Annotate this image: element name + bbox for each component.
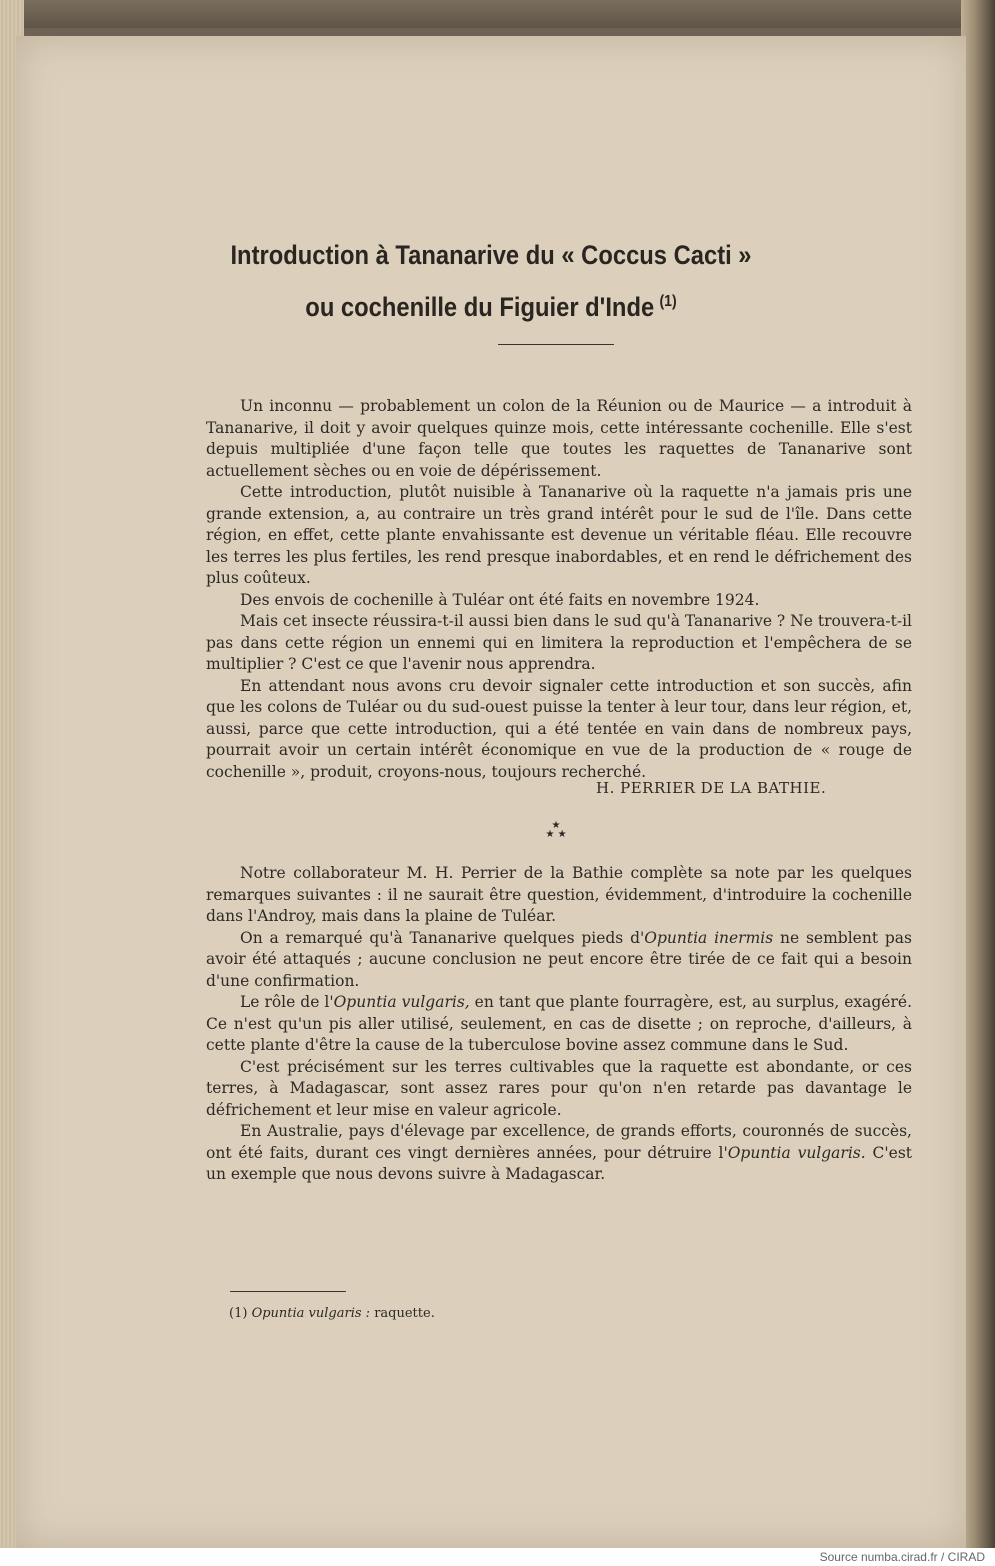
paragraph-2: Cette introduction, plutôt nuisible à Tananarive où la raquette n'a jamais pris une grande extension, a, au contraire un très grand intérêt pour le sud de l'île. Dans cette région, en effet, cette plante envahissante est devenue un véritable fléau. Elle recouvre les terres les plus fertiles, les rend presque inabordables, et en rend le défrichement des plus coûteux.	[206, 483, 912, 587]
article-part-2	[206, 863, 912, 1186]
paragraph-10	[206, 1121, 912, 1186]
paragraph-3: Des envois de cochenille à Tuléar ont été faits en novembre 1924.	[240, 590, 760, 609]
p8-text-b: en tant que plante fourragère, est, au surplus, exagéré. Ce n'est qu'un pis aller utilisé, seulement, en cas de disette ; on reproche, d'ailleurs, à cette plante d'être la cause de la tuberculose bovine assez commune dans le Sud.	[206, 993, 912, 1054]
title-line-1: Introduction à Tananarive du « Coccus Cacti »	[230, 240, 752, 270]
section-separator	[536, 821, 576, 839]
paragraph-5: En attendant nous avons cru devoir signaler cette introduction et son succès, afin que les colons de Tuléar ou du sud-ouest puisse la tenter à leur tour, dans leur région, et, aussi, parce que cette introduction, qui a été tentée en vain dans de nombreux pays, pourrait avoir un certain intérêt économique en vue de la production de « rouge de cochenille », produit, croyons-nous, toujours recherché.	[206, 676, 912, 781]
p7-species: Opuntia inermis	[644, 928, 774, 947]
footnote-number: (1)	[229, 1306, 248, 1321]
article-part-1	[206, 396, 912, 783]
footnote-rule	[230, 1291, 346, 1292]
p8-text-a: Le rôle de l'	[240, 993, 334, 1011]
p10-text-a: En Australie, pays d'élevage par excellence, de grands efforts, couronnés de succès, ont été faits, durant ces vingt dernières années, pour détruire l'	[206, 1122, 912, 1162]
separator-top-star: ★	[551, 820, 561, 831]
page-stack-right	[961, 0, 995, 1548]
p8-species: Opuntia vulgaris,	[333, 993, 470, 1011]
paragraph-4: Mais cet insecte réussira-t-il aussi bien dans le sud qu'à Tananarive ? Ne trouvera-t-il pas dans cette région un ennemi qui en limitera la reproduction et l'empêchera de se multiplier ? C'est ce que l'avenir nous apprendra.	[206, 612, 912, 673]
footnote-text: raquette.	[370, 1306, 435, 1321]
paragraph-6: Notre collaborateur M. H. Perrier de la Bathie complète sa note par les quelques remarques suivantes : il ne saurait être question, évidemment, d'introduire la cochenille dans l'Androy, mais dans la plaine de Tuléar.	[206, 864, 912, 925]
separator-bottom-stars: ★ ★	[545, 829, 567, 840]
footnote	[229, 1306, 435, 1321]
paragraph-8	[206, 992, 912, 1057]
title-footnote-ref: (1)	[659, 293, 677, 310]
title-rule	[498, 344, 614, 345]
p10-species: Opuntia vulgaris.	[727, 1143, 866, 1162]
title-line-2-text: ou cochenille du Figuier d'Inde	[305, 292, 655, 322]
paragraph-1: Un inconnu — probablement un colon de la Réunion ou de Maurice — a introduit à Tananarive, il doit y avoir quelques quinze mois, cette intéressante cochenille. Elle s'est depuis multipliée d'une façon telle que toutes les raquettes de Tananarive sont actuellement sèches ou en voie de dépérissement.	[206, 397, 912, 480]
p7-text-a: On a remarqué qu'à Tananarive quelques pieds d'	[240, 928, 645, 947]
footnote-term: Opuntia vulgaris :	[251, 1306, 371, 1321]
paragraph-7	[206, 928, 912, 993]
paragraph-9: C'est précisément sur les terres cultivables que la raquette est abondante, or ces terres, à Madagascar, sont assez rares pour qu'on n'en retarde pas davantage le défrichement et leur mise en valeur agricole.	[206, 1057, 912, 1119]
source-credit: Source numba.cirad.fr / CIRAD	[819, 1550, 985, 1564]
p7-text-b: ne semblent pas avoir été attaqués ; aucune conclusion ne peut encore être tirée de ce fait qui a besoin d'une confirmation.	[206, 928, 912, 990]
page	[16, 36, 966, 1548]
book-top-edge	[0, 0, 995, 28]
title-line-2	[73, 285, 909, 324]
author-signature: H. PERRIER DE LA BATHIE.	[596, 779, 827, 797]
p10-text-b: C'est un exemple que nous devons suivre à Madagascar.	[206, 1143, 913, 1183]
